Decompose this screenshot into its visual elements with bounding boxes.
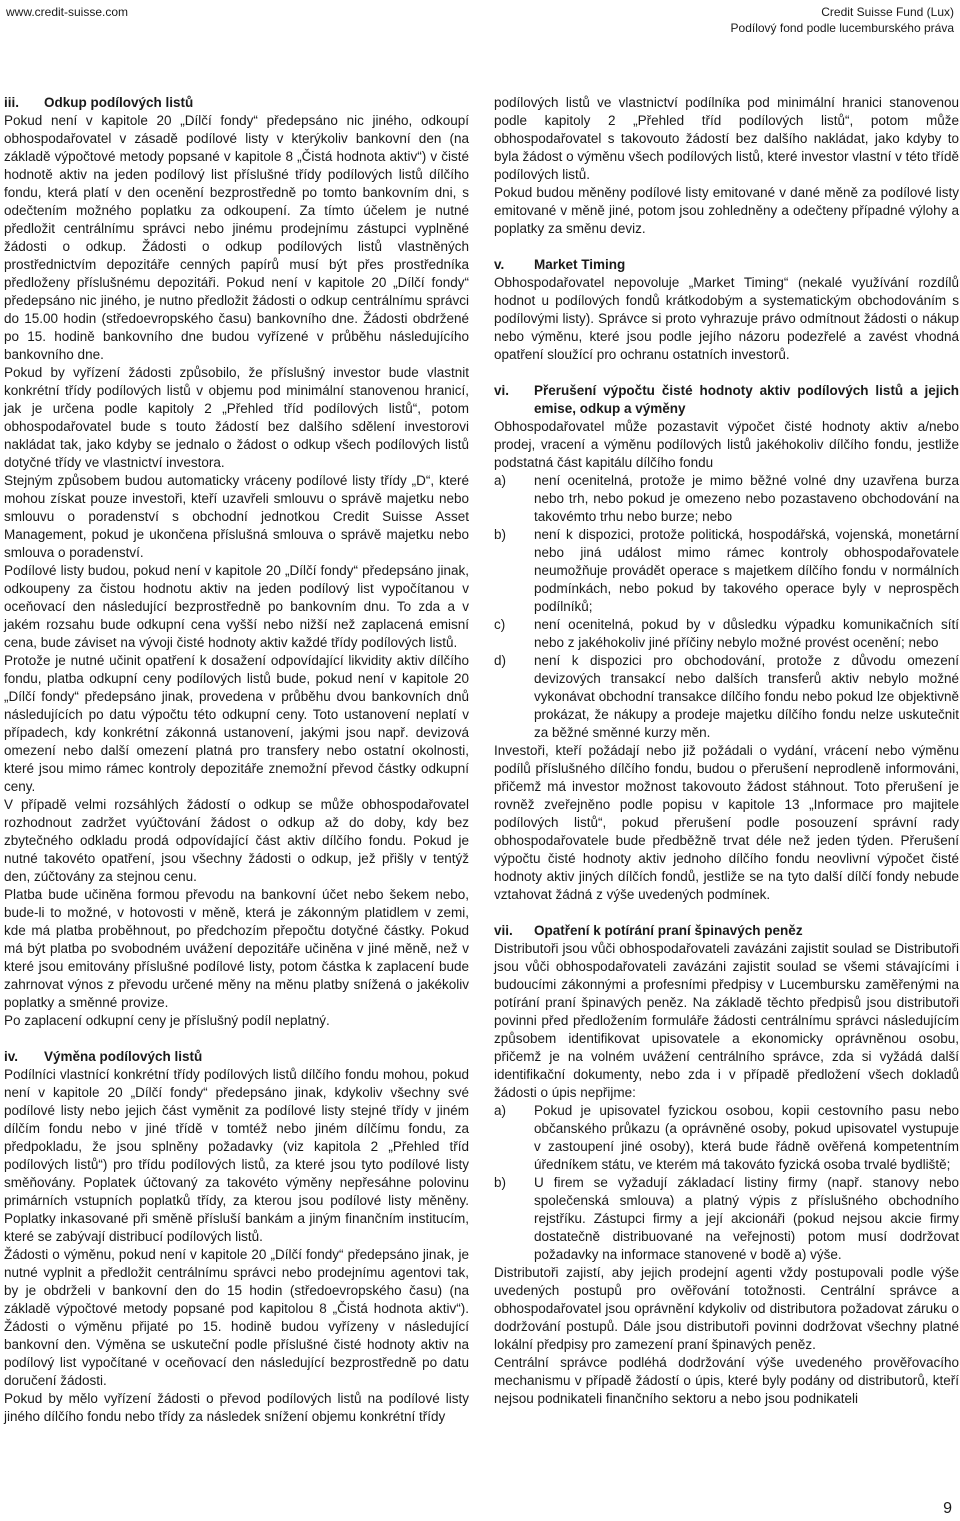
section-vi-title: Přerušení výpočtu čisté hodnoty aktiv podílových listů a jejich emise, odkup a výměny <box>534 383 959 416</box>
section-iv-cont-para-1: podílových listů ve vlastnictví podílníka pod minimální hranici stanovenou podle kapitoly 2 „Přehled tříd podílových listů“, potom může obhospodařovatel s takovouto žádostí bez dalšího nakládat, jako kdyby to byla žádost o výměnu všech podílových listů, které investor vlastní v této třídě podílových listů. <box>494 95 959 182</box>
section-iii-para-8: Po zaplacení odkupní ceny je příslušný podíl neplatný. <box>4 1013 330 1028</box>
list-text: U firem se vyžadují základací listiny firmy (např. stanovy nebo společenská smlouva) a platný výpis z příslušného obchodního rejstříku. Zástupci firmy a její akcionáři (pokud nejsou akcie firmy dostatečně distribuované na veřejnosti) potom musí dodržovat požadavky na informace stanovené v bodě a) výše. <box>534 1175 959 1262</box>
section-iii-heading <box>4 94 469 112</box>
list-marker: a) <box>494 473 507 488</box>
list-marker: c) <box>494 617 506 632</box>
section-vii-heading <box>494 922 959 940</box>
spacer <box>4 1030 469 1048</box>
section-vii-intro: Distributoři jsou vůči obhospodařovateli zavázáni zajistit soulad se Distributoři jsou vůči obhospodařovateli zavázáni zajistit soulad se všemi stávajícími i budoucími zákonnými a profesními předpisy v Lucembursku zaměřenými na potírání praní špinavých peněz. Na základě těchto předpisů jsou distributoři povinni před předložením formuláře žádosti centrálnímu správci následujícím způsobem identifikovat upisovatele a ekonomicky oprávněnou osobu, přičemž je na volném uvážení centrálního správce, zda si vyžádá další identifikační dokumenty, nebo zda i v případě předložení všech dokladů žádosti o úpis nepřijme: <box>494 941 959 1100</box>
list-text: není k dispozici pro obchodování, protože z důvodu omezení devizových transakcí nebo dalších transferů aktiv nebylo možné vykonávat obchodní transakce dílčího fondu nebo pokud lze objektivně prokázat, že nákupy a prodeje majetku dílčího fondu nelze uskutečnit za běžné směnné kurzy měn. <box>534 653 959 740</box>
section-iv-para-2: Žádosti o výměnu, pokud není v kapitole 20 „Dílčí fondy“ předepsáno jinak, je nutné vyplnit a předložit centrálnímu správci nebo prodejnímu agentovi tak, by je obdrželi v bankovní den do 15 hodin (středoevropského času) (na základě výpočtové metody popsané pod kapitolou 8 „Čistá hodnota aktiv“). Žádosti o výměnu přijaté po 15. hodině budou vyřízeny v následující bankovní den. Výměna se uskuteční podle příslušné čisté hodnoty aktiv na podílový list vypočítané v oceňovací den následující bezprostředně po datu doručení žádosti. <box>4 1247 469 1388</box>
section-iv-heading <box>4 1048 469 1066</box>
section-iii-para-1: Pokud není v kapitole 20 „Dílčí fondy“ předepsáno nic jiného, odkoupí obhospodařovatel v zásadě podílové listy v kterýkoliv bankovní den (na základě výpočtové metody popsané v kapitole 8 „Čistá hodnota aktiv“) v čisté hodnotě aktiv na jeden podílový list příslušné třídy podílových listů dílčího fondu, která platí v den ocenění bezprostředně po tomto bankovním dni, s odečtením možného poplatku za odkoupení. Za tímto účelem je nutné předložit centrálnímu správci nebo jinému prodejnímu zástupci vyplněné žádosti o odkup. Žádosti o odkup podílových listů vlastněných prostřednictvím depozitáře cenných papírů musí být přes prostředníka předloženy příslušnému depozitáři. Pokud není v kapitole 20 „Dílčí fondy“ předepsáno nic jiného, je nutno předložit žádosti o odkup centrálnímu správci do 15.00 hodin (středoevropského času) bankovního dne. Žádosti obdržené po 15. hodině bankovního dne budou vyřízené v průběhu následujícího bankovního dne. <box>4 113 469 362</box>
section-vii-item-a <box>494 1102 959 1174</box>
section-iv-cont-para-2: Pokud budou měněny podílové listy emitované v dané měně za podílové listy emitované v měně jiné, potom jsou zohledněny a odečteny případné výlohy a poplatky za směnu deviz. <box>494 185 959 236</box>
header-fund <box>731 4 954 36</box>
section-vi-item-a <box>494 472 959 526</box>
list-text: není k dispozici, protože politická, hospodářská, vojenská, monetární nebo jiná událost mimo rámec kontroly obhospodařovatele neumožňuje provádět operace s majetkem dílčího fondu v normálních podmínkách, nebo pokud by takového operace byly v neprospěch podílníků; <box>534 527 959 614</box>
section-v-title: Market Timing <box>534 257 626 272</box>
section-v-heading <box>494 256 959 274</box>
section-vi-number: vi. <box>494 383 510 398</box>
section-vii-item-b <box>494 1174 959 1264</box>
list-marker: b) <box>494 527 507 542</box>
page-number: 9 <box>943 1500 952 1517</box>
header-website[interactable]: www.credit-suisse.com <box>6 5 129 19</box>
section-iii-para-7: Platba bude učiněna formou převodu na bankovní účet nebo šekem nebo, bude-li to možné, v hotovosti v měně, která je zákonným platidlem v zemi, kde má platba proběhnout, po předchozím přepočtu dotyčné částky. Pokud má být platba po svobodném uvážení depozitáře učiněna v jiné měně, než v které jsou emitovány příslušné podílové listy, potom částka k zaplacení bude zahrnovat výnos z převodu určené měny na měnu platby snížená o jakékoliv poplatky a směnné provize. <box>4 887 469 1010</box>
section-vii-title: Opatření k potírání praní špinavých peněz <box>534 923 803 938</box>
section-iv-para-1: Podílníci vlastnící konkrétní třídy podílových listů dílčího fondu mohou, pokud není v kapitole 20 „Dílčí fondy“ předepsáno jinak, kdykoliv všechny své podílové listy nebo jejich část vyměnit za podílové listy stejné třídy v jiném dílčím fondu nebo v jiné třídě v tomtéž nebo jiném dílčímu fondu, za předpokladu, že jsou splněny požadavky (viz kapitola 2 „Přehled tříd podílových listů“) pro třídu podílových listů, za které jsou tyto podílové listy směňovány. Poplatek účtovaný za takovéto výměny nepřesáhne polovinu primárních vstupních poplatků třídy, za kterou jsou podílové listy měněny. Poplatky inkasované při směně přísluší bankám a jiným finančním institucím, které se zabývají distribucí podílových listů. <box>4 1067 469 1244</box>
section-vi-heading <box>494 382 959 418</box>
section-vi-closing: Investoři, kteří požádají nebo již požádali o vydání, vrácení nebo výměnu podílů příslušného dílčího fondu, budou o přerušení neprodleně informováni, přičemž má investor možnost takovouto žádost stáhnout. Toto přerušení je rovněž zveřejněno podle popisu v kapitole 13 „Informace pro majitele podílových listů“, pokud přerušení podle posouzení správní rady obhospodařovatele bude předběžně trvat déle než jeden týden. Přerušení výpočtu čisté hodnoty aktiv jednoho dílčího fondu neovlivní výpočet čisté hodnoty aktiv jiných dílčích fondů, jestliže se na tyto další dílčí fondy nebude vztahovat žádná z výše uvedených podmínek. <box>494 743 959 902</box>
section-v-number: v. <box>494 257 505 272</box>
right-column <box>494 94 959 1408</box>
section-iv-para-3: Pokud by mělo vyřízení žádosti o převod podílových listů na podílové listy jiného dílčího fondu nebo třídy za následek snížení objemu konkrétní třídy <box>4 1391 469 1424</box>
list-marker: d) <box>494 653 507 668</box>
section-iv-title: Výměna podílových listů <box>44 1049 203 1064</box>
list-marker: a) <box>494 1103 507 1118</box>
section-vi-item-b <box>494 526 959 616</box>
section-vi-intro: Obhospodařovatel může pozastavit výpočet čisté hodnoty aktiv a/nebo prodej, vracení a výměnu podílových listů jakéhokoliv dílčího fondu, jestliže podstatná část kapitálu dílčího fondu <box>494 419 959 470</box>
list-text: Pokud je upisovatel fyzickou osobou, kopii cestovního pasu nebo občanského průkazu (a oprávněné osoby, pokud upisovatel vystupuje v zastoupení jiné osoby), která bude řádně ověřená kompetentním úředníkem státu, ve kterém má takováto fyzická osoba trvalé bydliště; <box>534 1103 959 1172</box>
left-column <box>4 94 469 1426</box>
section-vi-item-c <box>494 616 959 652</box>
section-vi-item-d <box>494 652 959 742</box>
list-text: není ocenitelná, pokud by v důsledku výpadku komunikačních sítí nebo z jakéhokoliv jiné příčiny nebylo možné provést ocenění; nebo <box>534 617 959 650</box>
section-iii-para-6: V případě velmi rozsáhlých žádostí o odkup se může obhospodařovatel rozhodnout zadržet vyúčtování žádost o odkup až do doby, kdy bez zbytečného odkladu prodá odpovídající část aktiv dílčího fondu. Pokud je nutné takovéto opatření, jsou všechny žádosti o odkup, jež přišly v tentýž den, zúčtovány za stejnou cenu. <box>4 797 469 884</box>
section-iv-number: iv. <box>4 1049 19 1064</box>
section-iii-title: Odkup podílových listů <box>44 95 194 110</box>
spacer <box>494 904 959 922</box>
section-vii-number: vii. <box>494 923 513 938</box>
section-iii-para-2: Pokud by vyřízení žádosti způsobilo, že příslušný investor bude vlastnit konkrétní třídy podílových listů v objemu pod minimální stanovenou hranicí, jak je určena podle kapitoly 2 „Přehled tříd podílových listů“, potom obhospodařovatel bude s touto žádostí bez dalšího sdělení investorovi nakládat tak, jako kdyby se jednalo o žádost o odkup všech podílových listů dotyčné třídy ve vlastnictví investora. <box>4 365 469 470</box>
section-iii-para-3: Stejným způsobem budou automaticky vráceny podílové listy třídy „D“, které mohou získat pouze investoři, kteří uzavřeli smlouvu o správě majetku nebo smlouvu o poradenství s obchodní jednotkou Credit Suisse Asset Management, pokud je ukončena příslušná smlouva o správě majetku nebo smlouva o poradenství. <box>4 473 469 560</box>
section-vii-closing-2: Centrální správce podléhá dodržování výše uvedeného prověřovacího mechanismu v případě žádostí o úpis, které byly podány od distributorů, kteří nejsou podnikateli finančního sektoru a nebo jsou podnikateli <box>494 1355 959 1406</box>
list-text: není ocenitelná, protože je mimo běžné volné dny uzavřena burza nebo trh, nebo pokud je omezeno nebo pozastaveno obchodování na takovémto trhu nebo burze; nebo <box>534 473 959 524</box>
spacer <box>494 364 959 382</box>
section-iii-para-5: Protože je nutné učinit opatření k dosažení odpovídající likvidity aktiv dílčího fondu, platba odkupní ceny podílových listů bude, pokud není v kapitole 20 „Dílčí fondy“ předepsáno jinak, provedena v průběhu dvou bankovních dnů následujících po datu výpočtu této odkupní ceny. Toto ustanovení neplatí v případech, kdy konkrétní zákonná ustanovení, jakými jsou např. devizová omezení nebo další omezení platná pro transfery nebo ostatní okolnosti, které jsou mimo rámec kontroly depozitáře znemožní převod částky odkupní ceny. <box>4 653 469 794</box>
spacer <box>494 238 959 256</box>
section-iii-number: iii. <box>4 95 20 110</box>
section-v-para-1: Obhospodařovatel nepovoluje „Market Timing“ (nekalé využívání rozdílů hodnot u podílových fondů krátkodobým a systematickým obchodováním s podílovými listy). Správce si proto vyhrazuje právo odmítnout žádosti o nákup nebo výměnu, které jsou podle jejího názoru podezřelé a zavést vhodná opatření sloužící pro ochranu ostatních investorů. <box>494 275 959 362</box>
list-marker: b) <box>494 1175 507 1190</box>
section-iii-para-4: Podílové listy budou, pokud není v kapitole 20 „Dílčí fondy“ předepsáno jinak, odkoupeny za čistou hodnotu aktiv na jeden podílový list vypočítanou v oceňovací den následující bezprostředně po bankovním dnu. To zda a v jakém rozsahu bude odkupní cena vyšší nebo nižší než zaplacená emisní cena, bude záviset na vývoji čisté hodnoty aktiv každé třídy podílových listů. <box>4 563 469 650</box>
header-fund-name: Credit Suisse Fund (Lux) <box>821 5 954 19</box>
section-vii-closing-1: Distributoři zajistí, aby jejich prodejní agenti vždy postupovali podle výše uvedených postupů pro ověřování totožnosti. Centrální správce a obhospodařovatel jsou oprávnění kdykoliv od distributora požadovat záruku o dodržování postupů. Dále jsou distributoři povinni dodržovat všechny platné lokální předpisy pro zamezení praní špinavých peněz. <box>494 1265 959 1352</box>
header-fund-subtitle: Podílový fond podle lucemburského práva <box>730 21 954 35</box>
